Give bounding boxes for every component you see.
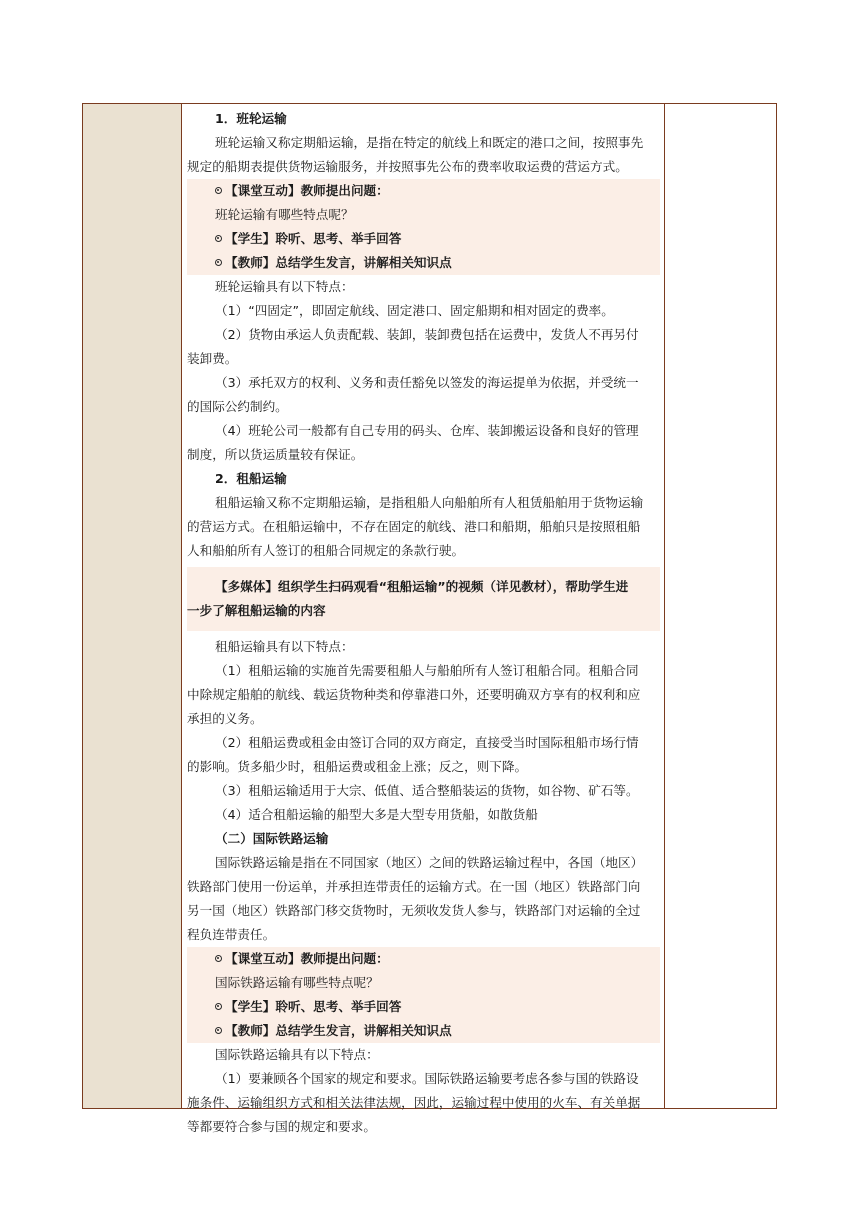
paragraph-line: 班轮运输具有以下特点： <box>215 279 354 294</box>
paragraph-line: 租船运输又称不定期船运输，是指租船人向船舶所有人租赁船舶用于货物运输 <box>215 495 644 510</box>
section-heading-liner: 1．班轮运输 <box>215 111 287 126</box>
lesson-plan-table <box>82 103 777 1134</box>
point-line: 承担的义务。 <box>187 711 263 726</box>
point-line: 施条件、运输组织方式和相关法律法规，因此，运输过程中使用的火车、有关单据 <box>187 1095 641 1110</box>
multimedia-line: 【多媒体】组织学生扫码观看“租船运输”的视频（详见教材），帮助学生进 <box>215 579 629 594</box>
question-line: 国际铁路运输有哪些特点呢？ <box>215 975 379 990</box>
paragraph-line: 程负连带责任。 <box>187 927 276 942</box>
bullet-icon <box>215 259 222 266</box>
bullet-icon <box>215 1027 222 1034</box>
teacher-question-line: 【课堂互动】教师提出问题： <box>187 947 660 971</box>
question-line: 班轮运输有哪些特点呢？ <box>215 207 354 222</box>
multimedia-line: 一步了解租船运输的内容 <box>187 603 326 618</box>
bullet-icon <box>215 187 222 194</box>
point-line: （2）租船运费或租金由签订合同的双方商定，直接受当时国际租船市场行情 <box>215 735 639 750</box>
teacher-summary-line: 【教师】总结学生发言，讲解相关知识点 <box>187 1019 660 1043</box>
paragraph-line: 人和船舶所有人签订的租船合同规定的条款行驶。 <box>187 543 465 558</box>
teacher-question-line: 【课堂互动】教师提出问题： <box>187 179 660 203</box>
paragraph-line: 国际铁路运输具有以下特点： <box>215 1047 379 1062</box>
bullet-icon <box>215 955 222 962</box>
section-heading-charter: 2．租船运输 <box>215 471 287 486</box>
multimedia-box <box>187 567 660 631</box>
point-line: （2）货物由承运人负责配载、装卸，装卸费包括在运费中，发货人不再另付 <box>215 327 639 342</box>
interaction-box <box>187 179 660 275</box>
point-line: （1）要兼顾各个国家的规定和要求。国际铁路运输要考虑各参与国的铁路设 <box>215 1071 639 1086</box>
point-line: （3）承托双方的权利、义务和责任豁免以签发的海运提单为依据，并受统一 <box>215 375 639 390</box>
paragraph-line: 铁路部门使用一份运单，并承担连带责任的运输方式。在一国（地区）铁路部门向 <box>187 879 641 894</box>
bullet-icon <box>215 1003 222 1010</box>
teacher-summary-line: 【教师】总结学生发言，讲解相关知识点 <box>187 251 660 275</box>
section-heading-railway: （二）国际铁路运输 <box>215 831 329 846</box>
point-line: （4）适合租船运输的船型大多是大型专用货船，如散货船 <box>215 807 538 822</box>
student-line: 【学生】聆听、思考、举手回答 <box>187 995 660 1019</box>
paragraph-line: 国际铁路运输是指在不同国家（地区）之间的铁路运输过程中，各国（地区） <box>215 855 644 870</box>
point-line: （1）租船运输的实施首先需要租船人与船舶所有人签订租船合同。租船合同 <box>215 663 639 678</box>
point-line: （4）班轮公司一般都有自己专用的码头、仓库、装卸搬运设备和良好的管理 <box>215 423 639 438</box>
point-line: 中除规定船舶的航线、载运货物种类和停靠港口外，还要明确双方享有的权利和应 <box>187 687 641 702</box>
paragraph-line: 的营运方式。在租船运输中，不存在固定的航线、港口和船期，船舶只是按照租船 <box>187 519 641 534</box>
paragraph-line: 租船运输具有以下特点： <box>215 639 354 654</box>
right-column <box>664 104 776 1108</box>
point-line: （1）“四固定”，即固定航线、固定港口、固定船期和相对固定的费率。 <box>215 303 614 318</box>
point-line: 的国际公约制约。 <box>187 399 288 414</box>
point-line: 制度，所以货运质量较有保证。 <box>187 447 364 462</box>
paragraph-line: 规定的船期表提供货物运输服务，并按照事先公布的费率收取运费的营运方式。 <box>187 159 628 174</box>
point-line: 等都要符合参与国的规定和要求。 <box>187 1119 376 1134</box>
paragraph-line: 另一国（地区）铁路部门移交货物时，无须收发货人参与，铁路部门对运输的全过 <box>187 903 641 918</box>
paragraph-line: 班轮运输又称定期船运输，是指在特定的航线上和既定的港口之间，按照事先 <box>215 135 644 150</box>
left-column <box>83 104 182 1108</box>
interaction-box <box>187 947 660 1043</box>
point-line: 装卸费。 <box>187 351 238 366</box>
bullet-icon <box>215 235 222 242</box>
point-line: （3）租船运输适用于大宗、低值、适合整船装运的货物，如谷物、矿石等。 <box>215 783 639 798</box>
point-line: 的影响。货多船少时，租船运费或租金上涨；反之，则下降。 <box>187 759 528 774</box>
content-column <box>182 104 665 1134</box>
student-line: 【学生】聆听、思考、举手回答 <box>187 227 660 251</box>
